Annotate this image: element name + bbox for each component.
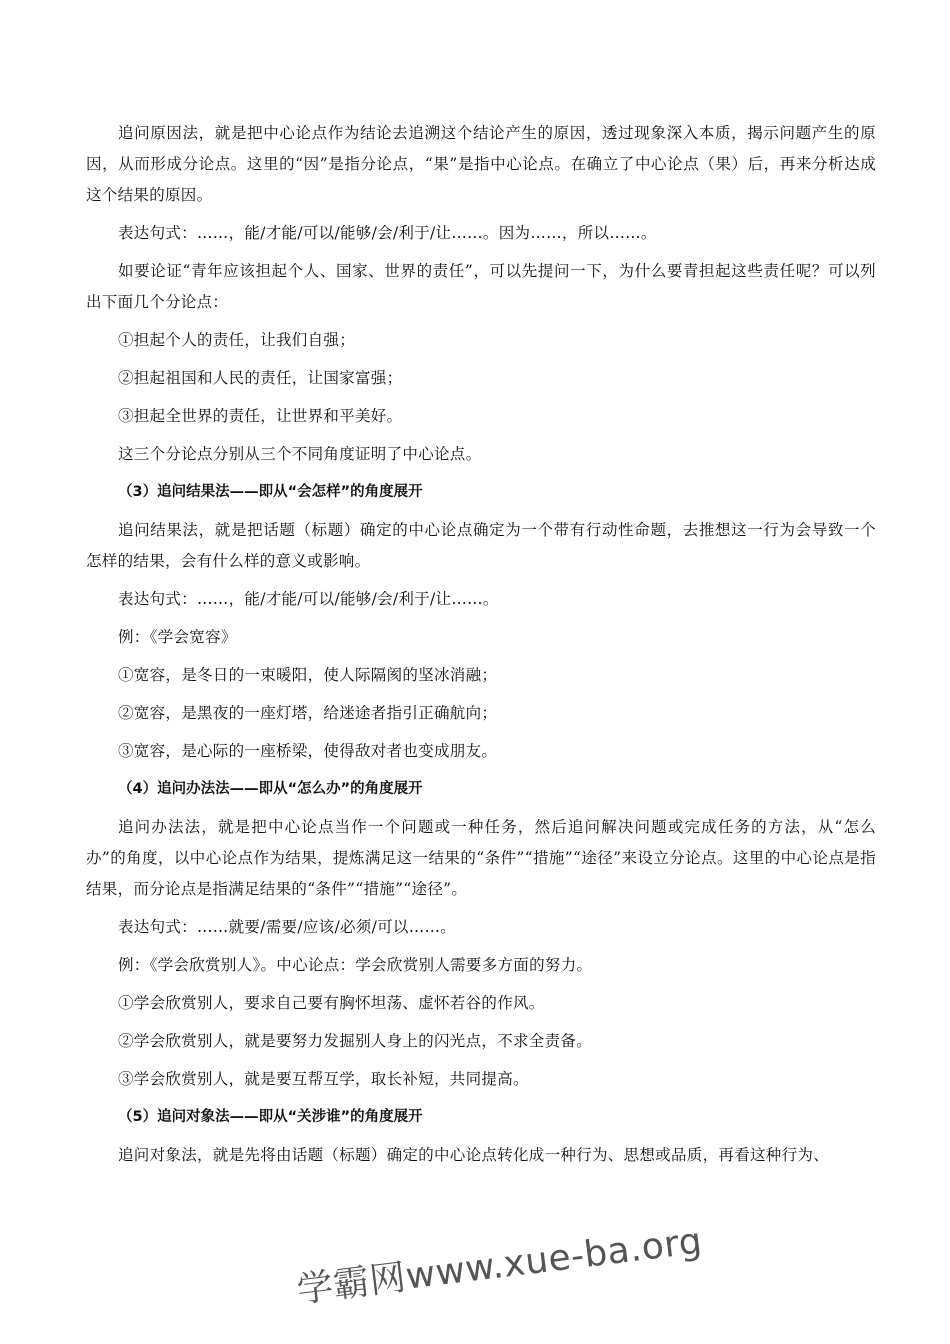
section-heading-result-method: （3）追问结果法——即从“会怎样”的角度展开 <box>118 484 423 500</box>
list-item: ②担起祖国和人民的责任，让国家富强； <box>118 369 403 387</box>
paragraph-example-intro: 如要论证“青年应该担起个人、国家、世界的责任”，可以先提问一下，为什么要青担起这些责任呢？可以列出下面几个分论点： <box>86 262 876 311</box>
paragraph-object-method: 追问对象法，就是先将由话题（标题）确定的中心论点转化成一种行为、思想或品质，再看这种行为、 <box>118 1146 830 1164</box>
list-item: ③担起全世界的责任，让世界和平美好。 <box>118 407 403 425</box>
paragraph-expression-pattern-3: 表达句式：……就要/需要/应该/必须/可以……。 <box>118 918 457 936</box>
paragraph-summary: 这三个分论点分别从三个不同角度证明了中心论点。 <box>118 445 482 463</box>
paragraph-expression-pattern-1: 表达句式：……，能/才能/可以/能够/会/利于/让……。因为……，所以……。 <box>118 224 657 242</box>
list-item: ③宽容，是心际的一座桥梁，使得敌对者也变成朋友。 <box>118 742 498 760</box>
list-item: ③学会欣赏别人，就是要互帮互学，取长补短，共同提高。 <box>118 1070 529 1088</box>
paragraph-example-tolerance: 例：《学会宽容》 <box>118 628 237 646</box>
paragraph-example-appreciate: 例：《学会欣赏别人》。中心论点：学会欣赏别人需要多方面的努力。 <box>118 956 593 974</box>
document-body <box>86 118 876 1178</box>
list-item: ①宽容，是冬日的一束暖阳，使人际隔阂的坚冰消融； <box>118 666 498 684</box>
paragraph-solution-method: 追问办法法，就是把中心论点当作一个问题或一种任务，然后追问解决问题或完成任务的方法，从“怎么办”的角度，以中心论点作为结果，提炼满足这一结果的“条件”“措施”“途径”来设立分论点。这里的中心论点是指结果，而分论点是指满足结果的“条件”“措施”“途径”。 <box>86 818 876 898</box>
watermark: 学霸网www.xue-ba.org <box>294 1220 705 1312</box>
list-item: ②宽容，是黑夜的一座灯塔，给迷途者指引正确航向； <box>118 704 498 722</box>
section-heading-solution-method: （4）追问办法法——即从“怎么办”的角度展开 <box>118 781 423 797</box>
list-item: ①担起个人的责任，让我们自强； <box>118 331 356 349</box>
paragraph-result-method: 追问结果法，就是把话题（标题）确定的中心论点确定为一个带有行动性命题，去推想这一行为会导致一个怎样的结果，会有什么样的意义或影响。 <box>86 521 876 570</box>
paragraph-expression-pattern-2: 表达句式：……，能/才能/可以/能够/会/利于/让……。 <box>118 590 499 608</box>
paragraph-cause-method: 追问原因法，就是把中心论点作为结论去追溯这个结论产生的原因，透过现象深入本质，揭示问题产生的原因，从而形成分论点。这里的“因”是指分论点，“果”是指中心论点。在确立了中心论点（果）后，再来分析达成这个结果的原因。 <box>86 124 876 204</box>
section-heading-object-method: （5）追问对象法——即从“关涉谁”的角度展开 <box>118 1109 423 1125</box>
list-item: ①学会欣赏别人，要求自己要有胸怀坦荡、虚怀若谷的作风。 <box>118 994 545 1012</box>
list-item: ②学会欣赏别人，就是要努力发掘别人身上的闪光点，不求全责备。 <box>118 1032 593 1050</box>
